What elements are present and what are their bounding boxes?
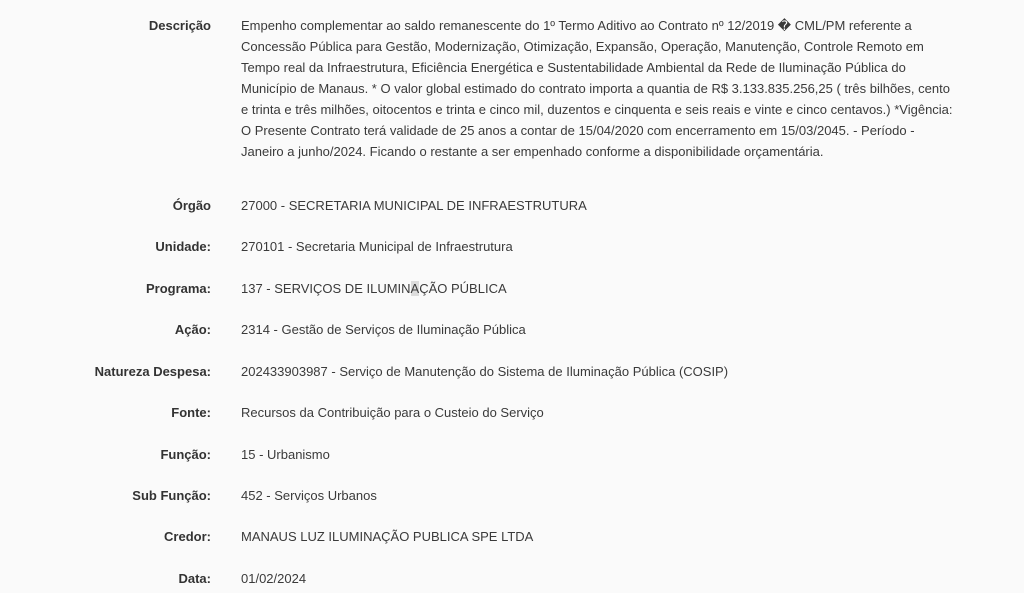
value-fonte: Recursos da Contribuição para o Custeio do Serviço	[241, 405, 544, 420]
label-unidade: Unidade:	[155, 239, 211, 254]
label-data: Data:	[178, 571, 211, 586]
label-fonte: Fonte:	[171, 405, 211, 420]
value-programa-part1: 137 - SERVIÇOS DE ILUMIN	[241, 281, 411, 296]
text-selection-highlight: A	[410, 281, 420, 296]
value-funcao: 15 - Urbanismo	[241, 447, 330, 462]
value-natureza-despesa: 202433903987 - Serviço de Manutenção do Sistema de Iluminação Pública (COSIP)	[241, 364, 729, 379]
label-natureza-despesa: Natureza Despesa:	[94, 364, 211, 379]
label-sub-funcao: Sub Função:	[132, 488, 211, 503]
value-programa	[241, 278, 953, 299]
label-funcao: Função:	[160, 447, 211, 462]
value-orgao: 27000 - SECRETARIA MUNICIPAL DE INFRAESTRUTURA	[241, 198, 587, 213]
label-acao: Ação:	[174, 322, 211, 337]
label-credor: Credor:	[164, 529, 211, 544]
label-descricao: Descrição	[148, 18, 211, 33]
value-unidade: 270101 - Secretaria Municipal de Infraestrutura	[241, 239, 513, 254]
value-descricao: Empenho complementar ao saldo remanescente do 1º Termo Aditivo ao Contrato nº 12/2019 � CML/PM referente a Concessão Pública para Gestão, Modernização, Otimização, Expansão, Operação, Manutenção, Controle Remoto em Tempo real da Infraestrutura, Eficiência Energética e Sustentabilidade Ambiental da Rede de Iluminação Pública do Município de Manaus. * O valor global estimado do contrato importa a quantia de R$ 3.133.835.256,25 ( três bilhões, cento e trinta e três milhões, oitocentos e trinta e cinco mil, duzentos e cinquenta e seis reais e vinte e cinco centavos.) *Vigência: O Presente Contrato terá validade de 25 anos a contar de 15/04/2020 com encerramento em 15/03/2045. - Período - Janeiro a junho/2024. Ficando o restante a ser empenhado conforme a disponibilidade orçamentária.	[241, 18, 953, 159]
label-orgao: Órgão	[172, 198, 211, 213]
value-acao: 2314 - Gestão de Serviços de Iluminação Pública	[241, 322, 526, 337]
value-credor: MANAUS LUZ ILUMINAÇÃO PUBLICA SPE LTDA	[241, 529, 534, 544]
value-sub-funcao: 452 - Serviços Urbanos	[241, 488, 377, 503]
label-programa: Programa:	[145, 281, 211, 296]
value-data: 01/02/2024	[241, 571, 307, 586]
value-programa-part2: ÇÃO PÚBLICA	[419, 281, 507, 296]
